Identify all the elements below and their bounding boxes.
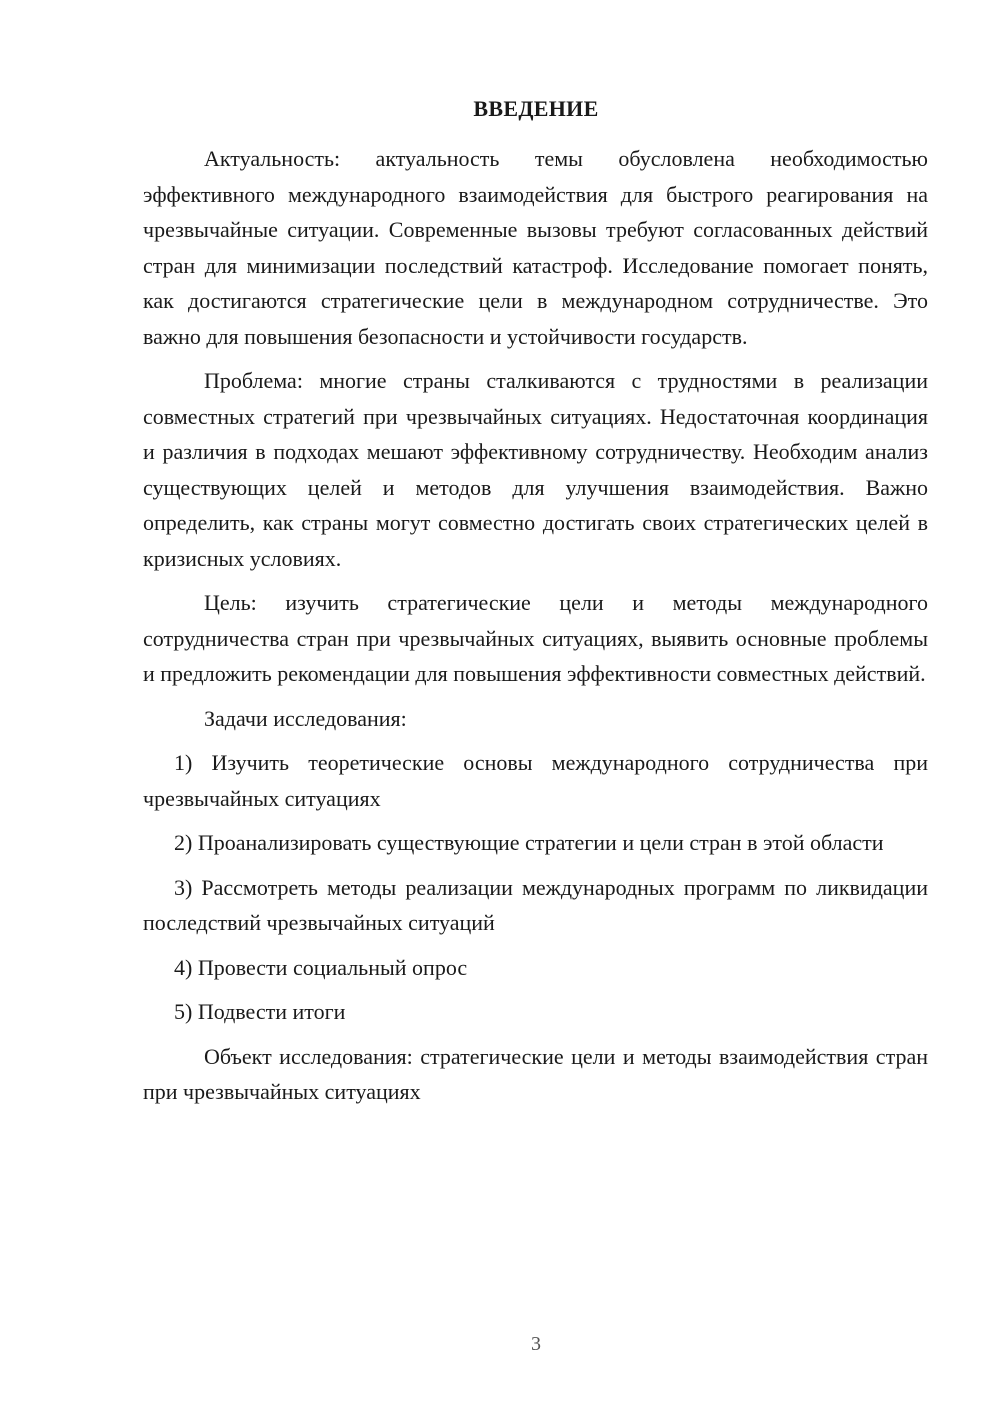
relevance-paragraph: Актуальность: актуальность темы обусловлена необходимостью эффективного международного взаимодействия для быстрого реагирования на чрезвычайные ситуации. Современные вызовы требуют согласованных действий стран для минимизации последствий катастроф. Исследование помогает понять, как достигаются стратегические цели в международном сотрудничестве. Это важно для повышения безопасности и устойчивости государств.	[143, 146, 928, 349]
problem-paragraph: Проблема: многие страны сталкиваются с трудностями в реализации совместных стратегий при чрезвычайных ситуациях. Недостаточная координация и различия в подходах мешают эффективному сотрудничеству. Необходим анализ существующих целей и методов для улучшения взаимодействия. Важно определить, как страны могут совместно достигать своих стратегических целей в кризисных условиях.	[143, 368, 928, 571]
task-item-5: 5) Подвести итоги	[174, 999, 346, 1024]
page-title: ВВЕДЕНИЕ	[473, 96, 599, 121]
page-number: 3	[531, 1333, 541, 1355]
task-item-4: 4) Провести социальный опрос	[174, 954, 468, 980]
tasks-heading: Задачи исследования:	[204, 705, 407, 731]
object-paragraph: Объект исследования: стратегические цели и методы взаимодействия стран при чрезвычайных ситуациях	[143, 1043, 928, 1104]
task-item-1: 1) Изучить теоретические основы международного сотрудничества при чрезвычайных ситуациях	[143, 750, 928, 811]
goal-paragraph: Цель: изучить стратегические цели и методы международного сотрудничества стран при чрезвычайных ситуациях, выявить основные проблемы и предложить рекомендации для повышения эффективности совместных действий.	[143, 590, 928, 686]
task-item-3: 3) Рассмотреть методы реализации международных программ по ликвидации последствий чрезвычайных ситуаций	[143, 874, 928, 935]
document-body	[143, 141, 928, 1119]
task-item-2: 2) Проанализировать существующие стратегии и цели стран в этой области	[174, 830, 884, 855]
